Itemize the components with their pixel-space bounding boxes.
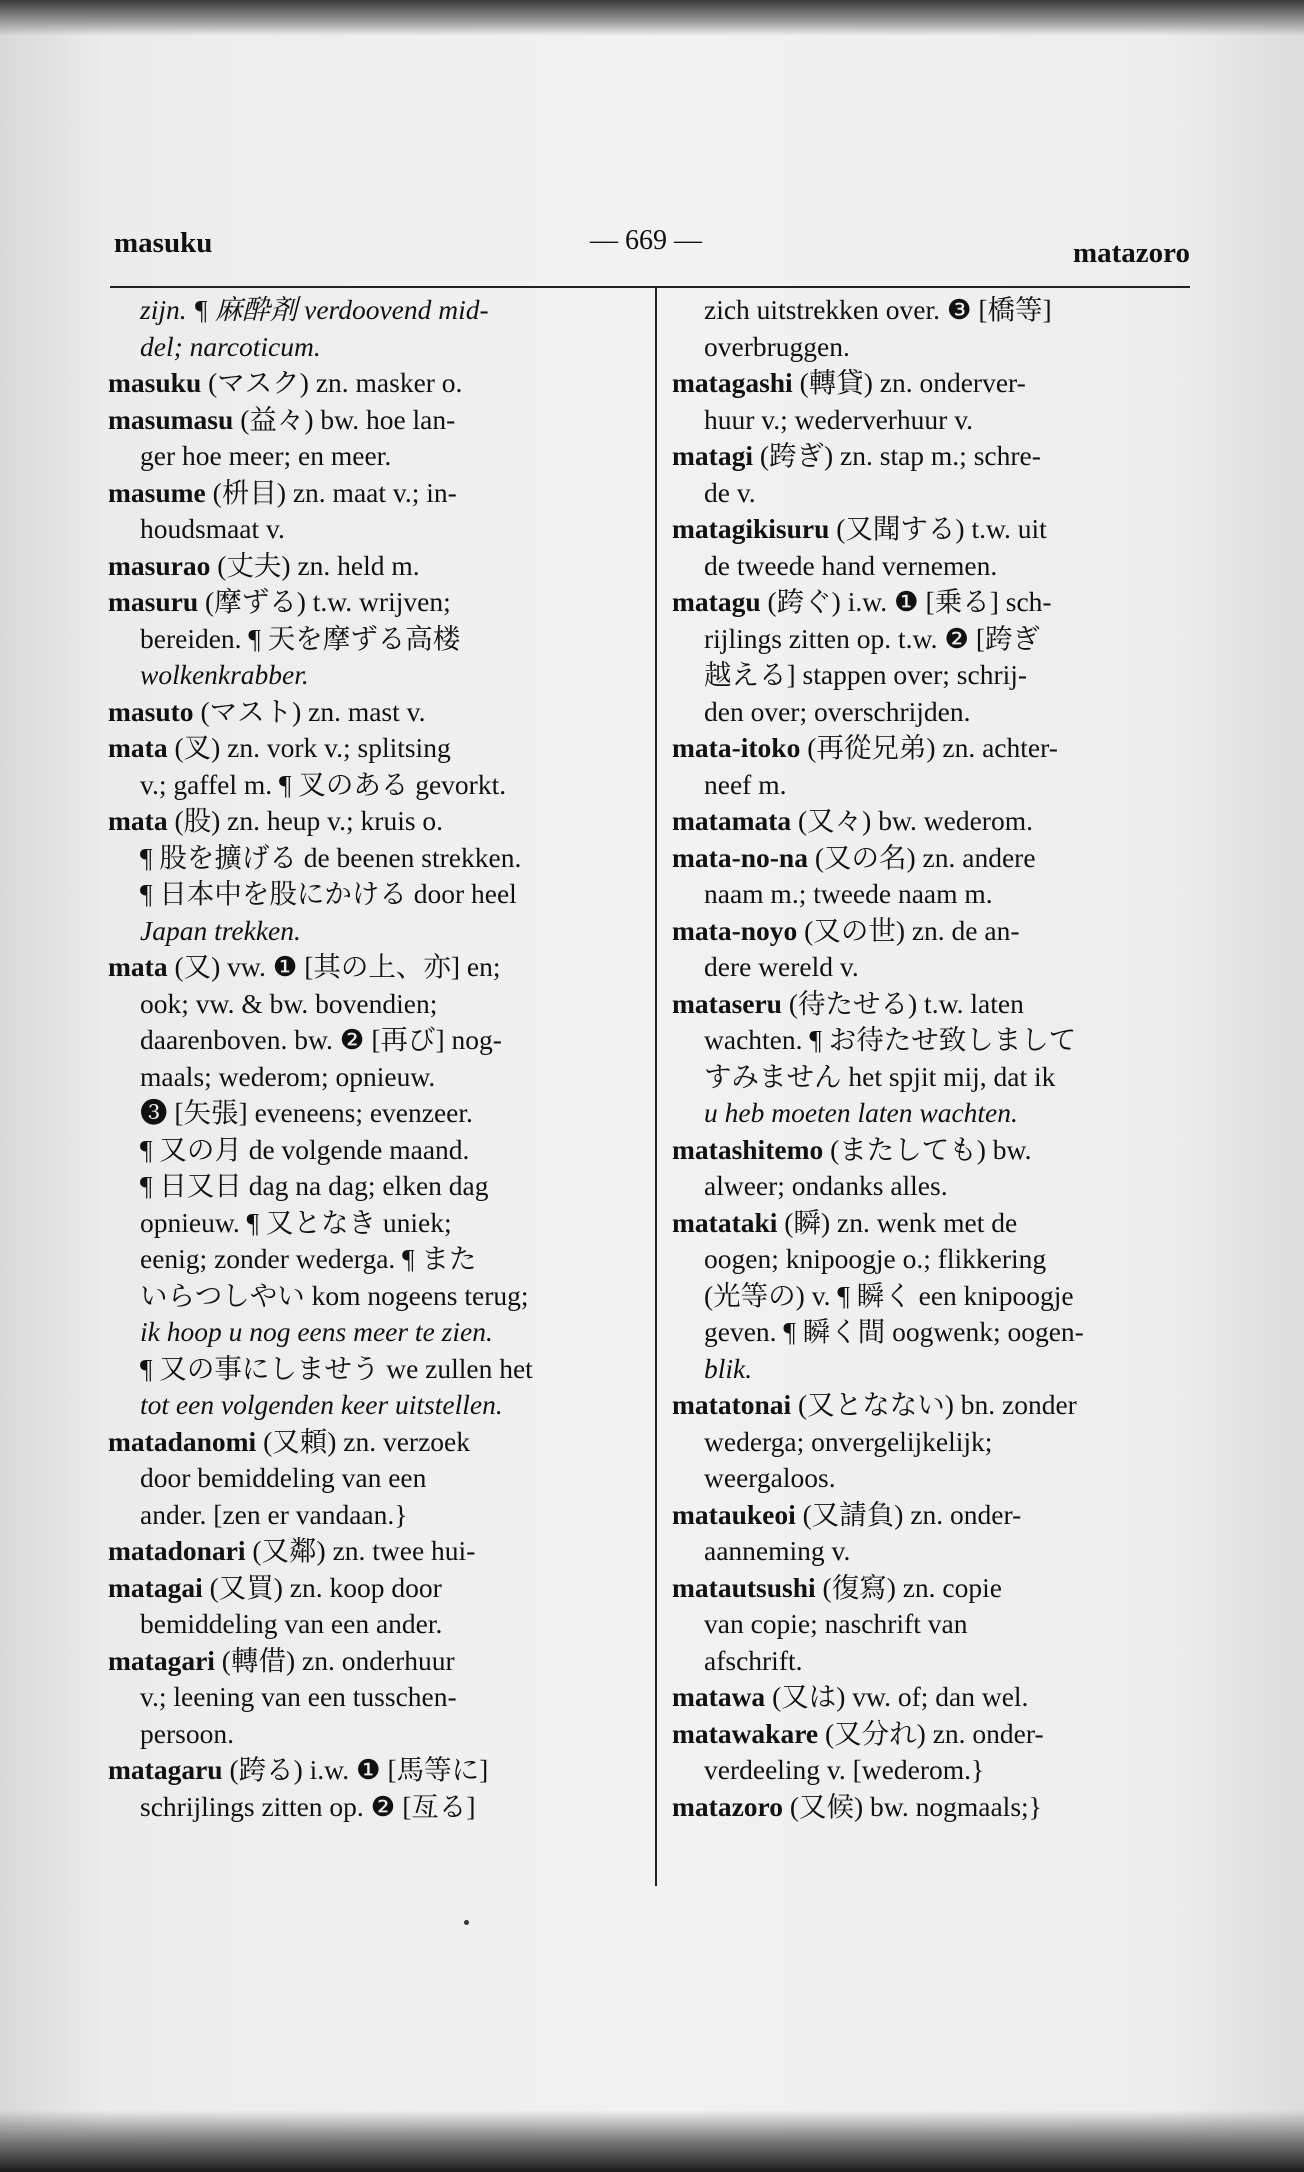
dictionary-line: alweer; ondanks alles. <box>704 1170 948 1201</box>
dictionary-line: Japan trekken. <box>140 914 301 946</box>
dictionary-line: v.; leening van een tusschen- <box>140 1681 457 1712</box>
entry-definition: (マスト) zn. mast v. <box>193 695 426 727</box>
entry-definition: (又分れ) zn. onder- <box>818 1717 1044 1749</box>
entry-definition: (轉借) zn. onderhuur <box>214 1644 455 1676</box>
headword: masuku <box>108 367 202 398</box>
dictionary-line: blik. <box>704 1352 753 1384</box>
headword: matagaru <box>108 1754 223 1785</box>
dictionary-entry-line <box>108 730 638 767</box>
dictionary-entry-line <box>672 1387 1200 1424</box>
dictionary-entry-line <box>672 803 1200 840</box>
dictionary-line: ❸ [矢張] eveneens; evenzeer. <box>140 1097 473 1128</box>
entry-definition: (又の名) zn. andere <box>807 841 1036 873</box>
headword: masume <box>108 476 206 508</box>
dictionary-line: u heb moeten laten wachten. <box>704 1097 1018 1128</box>
right-column <box>672 292 1200 1825</box>
entry-definition: (又買) zn. koop door <box>202 1571 442 1603</box>
dictionary-entry-line <box>108 1533 638 1570</box>
dictionary-line: いらつしやい kom nogeens terug; <box>140 1279 529 1311</box>
dictionary-line: ik hoop u nog eens meer te zien. <box>140 1316 493 1347</box>
dictionary-line: v.; gaffel m. ¶ 叉のある gevorkt. <box>140 768 507 800</box>
dictionary-line: den over; overschrijden. <box>704 695 971 727</box>
dictionary-line: maals; wederom; opnieuw. <box>140 1060 436 1092</box>
dictionary-line: door bemiddeling van een <box>140 1462 427 1493</box>
dictionary-line: wederga; onvergelijkelijk; <box>704 1425 993 1457</box>
dictionary-line: ¶ 又の事にしませう we zullen het <box>140 1352 533 1384</box>
dictionary-line: oogen; knipoogje o.; flikkering <box>704 1243 1047 1274</box>
headword: matawa <box>672 1681 766 1712</box>
dictionary-entry-line <box>108 803 638 840</box>
dictionary-entry-line <box>672 913 1200 950</box>
headword: matawakare <box>672 1717 819 1749</box>
dictionary-entry-line <box>672 365 1200 402</box>
page-bottom-shadow <box>0 2110 1304 2172</box>
dictionary-line: neef m. <box>704 768 787 800</box>
dictionary-line: (光等の) v. ¶ 瞬く een knipoogje <box>704 1279 1074 1311</box>
dictionary-line: overbruggen. <box>704 330 850 362</box>
dictionary-line: van copie; naschrift van <box>704 1608 968 1639</box>
entry-definition: (又となない) bn. zonder <box>791 1389 1077 1420</box>
dictionary-line: schrijlings zitten op. ❷ [亙る] <box>140 1790 476 1822</box>
column-divider <box>655 286 657 1886</box>
headword: matagikisuru <box>672 513 830 544</box>
dictionary-line: afschrift. <box>704 1644 803 1676</box>
headword: masuru <box>108 586 199 617</box>
header-right-guide-word: matazoro <box>1072 237 1190 269</box>
page-number: — 669 — <box>590 225 702 256</box>
headword: matamata <box>672 805 792 836</box>
entry-definition: (待たせる) t.w. laten <box>781 987 1024 1019</box>
header-left-guide-word: masuku <box>114 227 213 259</box>
headword: mataukeoi <box>672 1498 796 1530</box>
dictionary-line: ander. [zen er vandaan.} <box>140 1498 408 1530</box>
dictionary-line: huur v.; wederverhuur v. <box>704 403 974 435</box>
dictionary-entry-line <box>108 402 638 439</box>
dictionary-line: weergaloos. <box>704 1462 836 1493</box>
entry-definition: (またしても) bw. <box>823 1133 1032 1165</box>
headword: mata-itoko <box>672 732 801 763</box>
dictionary-line: ¶ 日本中を股にかける door heel <box>140 878 517 909</box>
dictionary-entry-line <box>672 1716 1200 1753</box>
entry-definition: (丈夫) zn. held m. <box>210 549 420 581</box>
dictionary-entry-line <box>672 1570 1200 1607</box>
dictionary-line: eenig; zonder wederga. ¶ また <box>140 1243 477 1274</box>
dictionary-entry-line <box>672 438 1200 475</box>
dictionary-entry-line <box>108 548 638 585</box>
headword: matagu <box>672 586 761 617</box>
headword: matazoro <box>672 1790 783 1822</box>
dictionary-entry-line <box>672 840 1200 877</box>
dictionary-line: de tweede hand vernemen. <box>704 549 998 581</box>
dictionary-line: wolkenkrabber. <box>140 659 309 690</box>
headword: matagari <box>108 1644 215 1676</box>
dictionary-line: verdeeling v. [wederom.} <box>704 1754 985 1785</box>
dictionary-line: del; narcoticum. <box>140 330 321 362</box>
dictionary-line: opnieuw. ¶ 又となき uniek; <box>140 1206 452 1238</box>
dictionary-line: ¶ 日又日 dag na dag; elken dag <box>140 1170 489 1201</box>
dictionary-entry-line <box>108 475 638 512</box>
page-top-shadow <box>0 0 1304 36</box>
dictionary-line: tot een volgenden keer uitstellen. <box>140 1389 503 1420</box>
entry-definition: (跨ぎ) zn. stap m.; schre- <box>752 440 1041 471</box>
dictionary-entry-line <box>672 511 1200 548</box>
entry-definition: (又の世) zn. de an- <box>797 914 1020 946</box>
dictionary-entry-line <box>672 584 1200 621</box>
header-rule <box>110 286 1190 288</box>
dictionary-line: ook; vw. & bw. bovendien; <box>140 987 438 1019</box>
dictionary-entry-line <box>108 365 638 402</box>
dictionary-line: ¶ 又の月 de volgende maand. <box>140 1133 470 1165</box>
headword: matataki <box>672 1206 778 1238</box>
headword: matagai <box>108 1571 203 1603</box>
dictionary-entry-line <box>672 1497 1200 1534</box>
dictionary-line: ger hoe meer; en meer. <box>140 440 392 471</box>
dictionary-entry-line <box>672 1205 1200 1242</box>
dictionary-line: de v. <box>704 476 756 508</box>
dictionary-line: naam m.; tweede naam m. <box>704 878 993 909</box>
dictionary-entry-line <box>108 949 638 986</box>
dictionary-line: すみません het spjit mij, dat ik <box>704 1060 1056 1092</box>
entry-definition: (股) zn. heup v.; kruis o. <box>167 805 444 836</box>
headword: mata <box>108 805 168 836</box>
dictionary-line: 越える] stappen over; schrij- <box>704 659 1028 690</box>
entry-definition: (轉貸) zn. onderver- <box>792 367 1026 398</box>
dictionary-entry-line <box>672 986 1200 1023</box>
entry-definition: (益々) bw. hoe lan- <box>233 403 456 435</box>
entry-definition: (再從兄弟) zn. achter- <box>800 732 1058 763</box>
headword: matadonari <box>108 1535 246 1566</box>
entry-definition: (又鄰) zn. twee hui- <box>245 1535 476 1566</box>
dictionary-line: dere wereld v. <box>704 951 859 982</box>
dictionary-line: houdsmaat v. <box>140 513 285 544</box>
entry-definition: (又請負) zn. onder- <box>795 1498 1022 1530</box>
entry-definition: (又) vw. ❶ [其の上、亦] en; <box>167 951 501 982</box>
dictionary-line: zich uitstrekken over. ❸ [橋等] <box>704 294 1052 325</box>
headword: matashitemo <box>672 1133 824 1165</box>
entry-definition: (又々) bw. wederom. <box>791 805 1033 836</box>
headword: mata <box>108 951 168 982</box>
headword: masuto <box>108 695 194 727</box>
dictionary-entry-line <box>108 1643 638 1680</box>
dictionary-entry-line <box>108 1424 638 1461</box>
dictionary-entry-line <box>108 1752 638 1789</box>
headword: matagashi <box>672 367 793 398</box>
entry-definition: (又頼) zn. verzoek <box>256 1425 470 1457</box>
entry-definition: (摩ずる) t.w. wrijven; <box>198 586 451 617</box>
dictionary-entry-line <box>108 694 638 731</box>
dictionary-line: bemiddeling van een ander. <box>140 1608 443 1639</box>
entry-definition: (叉) zn. vork v.; splitsing <box>167 732 451 763</box>
dictionary-entry-line <box>108 584 638 621</box>
dictionary-line: persoon. <box>140 1717 234 1749</box>
entry-definition: (瞬) zn. wenk met de <box>777 1206 1018 1238</box>
entry-definition: (跨ぐ) i.w. ❶ [乗る] sch- <box>760 586 1052 617</box>
dictionary-entry-line <box>672 1679 1200 1716</box>
dictionary-line: rijlings zitten op. t.w. ❷ [跨ぎ <box>704 622 1041 654</box>
page-header <box>110 215 1190 275</box>
headword: mata <box>108 732 168 763</box>
left-column <box>108 292 638 1825</box>
dictionary-line: ¶ 股を擴げる de beenen strekken. <box>140 841 522 873</box>
entry-definition: (復寫) zn. copie <box>815 1571 1002 1603</box>
entry-definition: (又聞する) t.w. uit <box>829 513 1047 544</box>
entry-definition: (跨る) i.w. ❶ [馬等に] <box>222 1754 489 1785</box>
dictionary-line: wachten. ¶ お待たせ致しまして <box>704 1024 1077 1055</box>
dictionary-line: aanneming v. <box>704 1535 851 1566</box>
headword: mata-noyo <box>672 914 798 946</box>
headword: matautsushi <box>672 1571 816 1603</box>
headword: matadanomi <box>108 1425 257 1457</box>
entry-definition: (又候) bw. nogmaals;} <box>782 1790 1042 1822</box>
entry-definition: (マスク) zn. masker o. <box>201 367 463 398</box>
headword: masurao <box>108 549 211 581</box>
entry-definition: (枡目) zn. maat v.; in- <box>205 476 457 508</box>
dictionary-entry-line <box>672 1132 1200 1169</box>
dictionary-line: geven. ¶ 瞬く間 oogwenk; oogen- <box>704 1316 1084 1347</box>
headword: masumasu <box>108 403 234 435</box>
headword: matatonai <box>672 1389 792 1420</box>
printer-dot <box>464 1920 469 1925</box>
dictionary-line: bereiden. ¶ 天を摩ずる高楼 <box>140 622 461 654</box>
dictionary-entry-line <box>108 1570 638 1607</box>
dictionary-line: zijn. ¶ 麻酔剤 verdoovend mid- <box>140 294 489 325</box>
dictionary-entry-line <box>672 730 1200 767</box>
entry-definition: (又は) vw. of; dan wel. <box>765 1681 1029 1712</box>
headword: matagi <box>672 440 753 471</box>
headword: mata-no-na <box>672 841 808 873</box>
headword: mataseru <box>672 987 782 1019</box>
dictionary-entry-line <box>672 1789 1200 1826</box>
dictionary-line: daarenboven. bw. ❷ [再び] nog- <box>140 1024 502 1055</box>
